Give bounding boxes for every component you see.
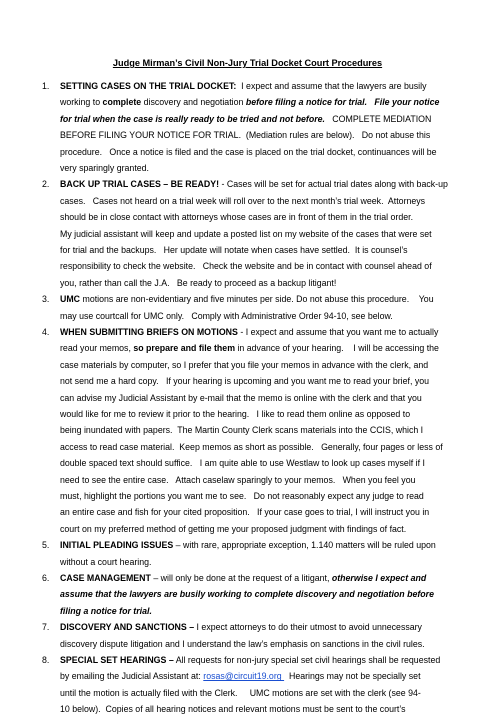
body-text: in advance of your hearing. I will be accessing the (235, 343, 439, 354)
body-text: without a court hearing. (60, 556, 152, 567)
body-text: I expect attorneys to do their utmost to avoid unnecessary (194, 622, 422, 633)
body-text: should be in close contact with attorneys whose cases are in front of them in the trial order. (60, 212, 414, 223)
text-line (60, 275, 460, 291)
item-number: 3. (42, 294, 50, 305)
body-text: working to (60, 97, 103, 108)
item-number: 5. (42, 540, 50, 551)
body-text: not send me a hard copy. If your hearing is upcoming and you want me to read your brief, you (60, 376, 430, 387)
text-line (60, 308, 460, 324)
body-text: procedure. Once a notice is filed and the case is placed on the trial docket, continuances will be (60, 146, 437, 157)
body-text: discovery and negotiation (141, 97, 246, 108)
text-line (60, 570, 460, 586)
body-text: until the motion is actually filed with the Clerk. UMC motions are set with the clerk (see 94- (60, 687, 421, 698)
text-line (60, 193, 460, 209)
text-line (60, 652, 460, 668)
body-text: motions are non-evidentiary and five minutes per side. Do not abuse this procedure. You (80, 294, 434, 305)
body-text: must, highlight the portions you want me to see. Do not reasonably expect any judge to read (60, 490, 424, 501)
body-text: may use courtcall for UMC only. Comply with Administrative Order 94-10, see below. (60, 310, 393, 321)
body-text: access to read case material. Keep memos as short as possible. Generally, four pages or less of (60, 441, 443, 452)
text-line (60, 521, 460, 537)
procedure-item (42, 652, 460, 718)
body-text: COMPLETE MEDIATION (324, 113, 432, 124)
text-line (60, 242, 460, 258)
text-line (60, 324, 460, 340)
emphasis-text: before filing a notice for trial. (245, 97, 368, 108)
text-line (60, 406, 460, 422)
bold-text: BACK UP TRIAL CASES – BE READY! (60, 179, 220, 190)
body-text: My judicial assistant will keep and update a posted list on my website of the cases that were set (60, 228, 432, 239)
body-text: can advise my Judicial Assistant by e-mail that the memo is online with the clerk and that you (60, 392, 422, 403)
procedure-item (42, 570, 460, 619)
item-number: 7. (42, 622, 50, 633)
procedure-item (42, 324, 460, 537)
text-line (60, 504, 460, 520)
page-title: Judge Mirman’s Civil Non-Jury Trial Docket Court Procedures (112, 58, 383, 68)
body-text: read your memos, (60, 343, 134, 354)
text-line (60, 78, 460, 94)
text-line (60, 373, 460, 389)
text-line (60, 340, 460, 356)
text-line (60, 127, 460, 143)
text-line (60, 291, 460, 307)
text-line (60, 636, 460, 652)
email-link[interactable]: rosas@circuit19.org (203, 671, 285, 682)
text-line (60, 176, 460, 192)
procedure-item (42, 176, 460, 291)
body-text: need to see the entire case. Attach caselaw sparingly to your memos. When you feel you (60, 474, 416, 485)
bold-text: WHEN SUBMITTING BRIEFS ON MOTIONS (60, 327, 238, 337)
text-line (60, 209, 460, 225)
item-number: 4. (42, 327, 50, 337)
text-line (60, 390, 460, 406)
body-text: discovery dispute litigation and I understand the law’s emphasis on sanctions in the civil rules. (60, 638, 425, 649)
bold-text: DISCOVERY AND SANCTIONS – (60, 622, 195, 633)
emphasis-text: File your notice (374, 97, 440, 108)
text-line (60, 537, 460, 553)
text-line (60, 685, 460, 701)
body-text: very sparingly granted. (60, 162, 149, 173)
item-number: 6. (42, 573, 50, 583)
body-text: for trial and the backups. Her update will notate when cases have settled. It is counsel’s (60, 244, 408, 255)
body-text: BEFORE FILING YOUR NOTICE FOR TRIAL. (Mediation rules are below). Do not abuse this (60, 130, 431, 141)
text-line (60, 668, 460, 684)
text-line (60, 455, 460, 471)
body-text: 10 below). Copies of all hearing notices and relevant motions must be sent to the court’s (60, 704, 406, 715)
text-line (60, 488, 460, 504)
procedure-item (42, 78, 460, 176)
text-line (60, 422, 460, 438)
body-text: by emailing the Judicial Assistant at: (60, 671, 204, 682)
item-number: 8. (42, 655, 50, 665)
procedure-item (42, 619, 460, 652)
body-text: responsibility to check the website. Check the website and be in contact with counsel ahead of (60, 261, 432, 272)
text-line (60, 603, 460, 619)
body-text: - I expect and assume that you want me to actually (237, 327, 439, 337)
body-text: being inundated with papers. The Martin County Clerk scans materials into the CCIS, which I (60, 425, 424, 436)
item-number: 2. (42, 179, 50, 190)
text-line (60, 554, 460, 570)
text-line (60, 144, 460, 160)
bold-text: so prepare and file them (133, 343, 236, 354)
text-line (60, 701, 460, 717)
bold-text: CASE MANAGEMENT (60, 573, 151, 583)
body-text: – will only be done at the request of a litigant, (150, 573, 332, 583)
bold-text: UMC (60, 294, 81, 305)
text-line (60, 258, 460, 274)
text-line (60, 226, 460, 242)
emphasis-text: filing a notice for trial. (60, 605, 152, 616)
procedure-item (42, 537, 460, 570)
emphasis-text: otherwise I expect and (331, 573, 427, 583)
text-line (60, 357, 460, 373)
text-line (60, 111, 460, 127)
body-text: case materials by computer, so I prefer that you file your memos in advance with the clerk, and (60, 359, 429, 370)
body-text: I expect and assume that the lawyers are busily (236, 81, 427, 91)
text-line (60, 160, 460, 176)
body-text: – with rare, appropriate exception, 1.140 matters will be ruled upon (173, 540, 436, 551)
bold-text: SPECIAL SET HEARINGS – (60, 655, 174, 665)
procedure-item (42, 291, 460, 324)
text-line (60, 619, 460, 635)
text-line (60, 472, 460, 488)
text-line (60, 586, 460, 602)
body-text: - Cases will be set for actual trial dates along with back-up (219, 179, 448, 190)
emphasis-text: for trial when the case is really ready to be tried and not before. (60, 113, 325, 124)
body-text: cases. Cases not heard on a trial week will roll over to the next month’s trial week. Attorneys (60, 195, 426, 206)
text-line (60, 94, 460, 110)
bold-text: SETTING CASES ON THE TRIAL DOCKET: (60, 81, 237, 91)
item-number: 1. (42, 81, 50, 91)
text-line (60, 439, 460, 455)
bold-text: complete (102, 97, 142, 108)
body-text: an entire case and fish for your cited proposition. If your case goes to trial, I will instruct you in (60, 507, 430, 518)
body-text: double spaced text should suffice. I am quite able to use Westlaw to look up cases myself if I (60, 458, 425, 469)
emphasis-text: assume that the lawyers are busily working to complete discovery and negotiation before (60, 589, 434, 600)
body-text: you, rather than call the J.A. Be ready to proceed as a backup litigant! (60, 277, 337, 288)
body-text: would like for me to review it prior to the hearing. I like to read them online as opposed to (60, 408, 411, 419)
bold-text: INITIAL PLEADING ISSUES (60, 540, 174, 551)
body-text: court on my preferred method of getting me your proposed judgment with findings of fact. (60, 523, 407, 534)
body-text: Hearings may not be specially set (284, 671, 421, 682)
body-text: All requests for non-jury special set civil hearings shall be requested (173, 655, 441, 665)
